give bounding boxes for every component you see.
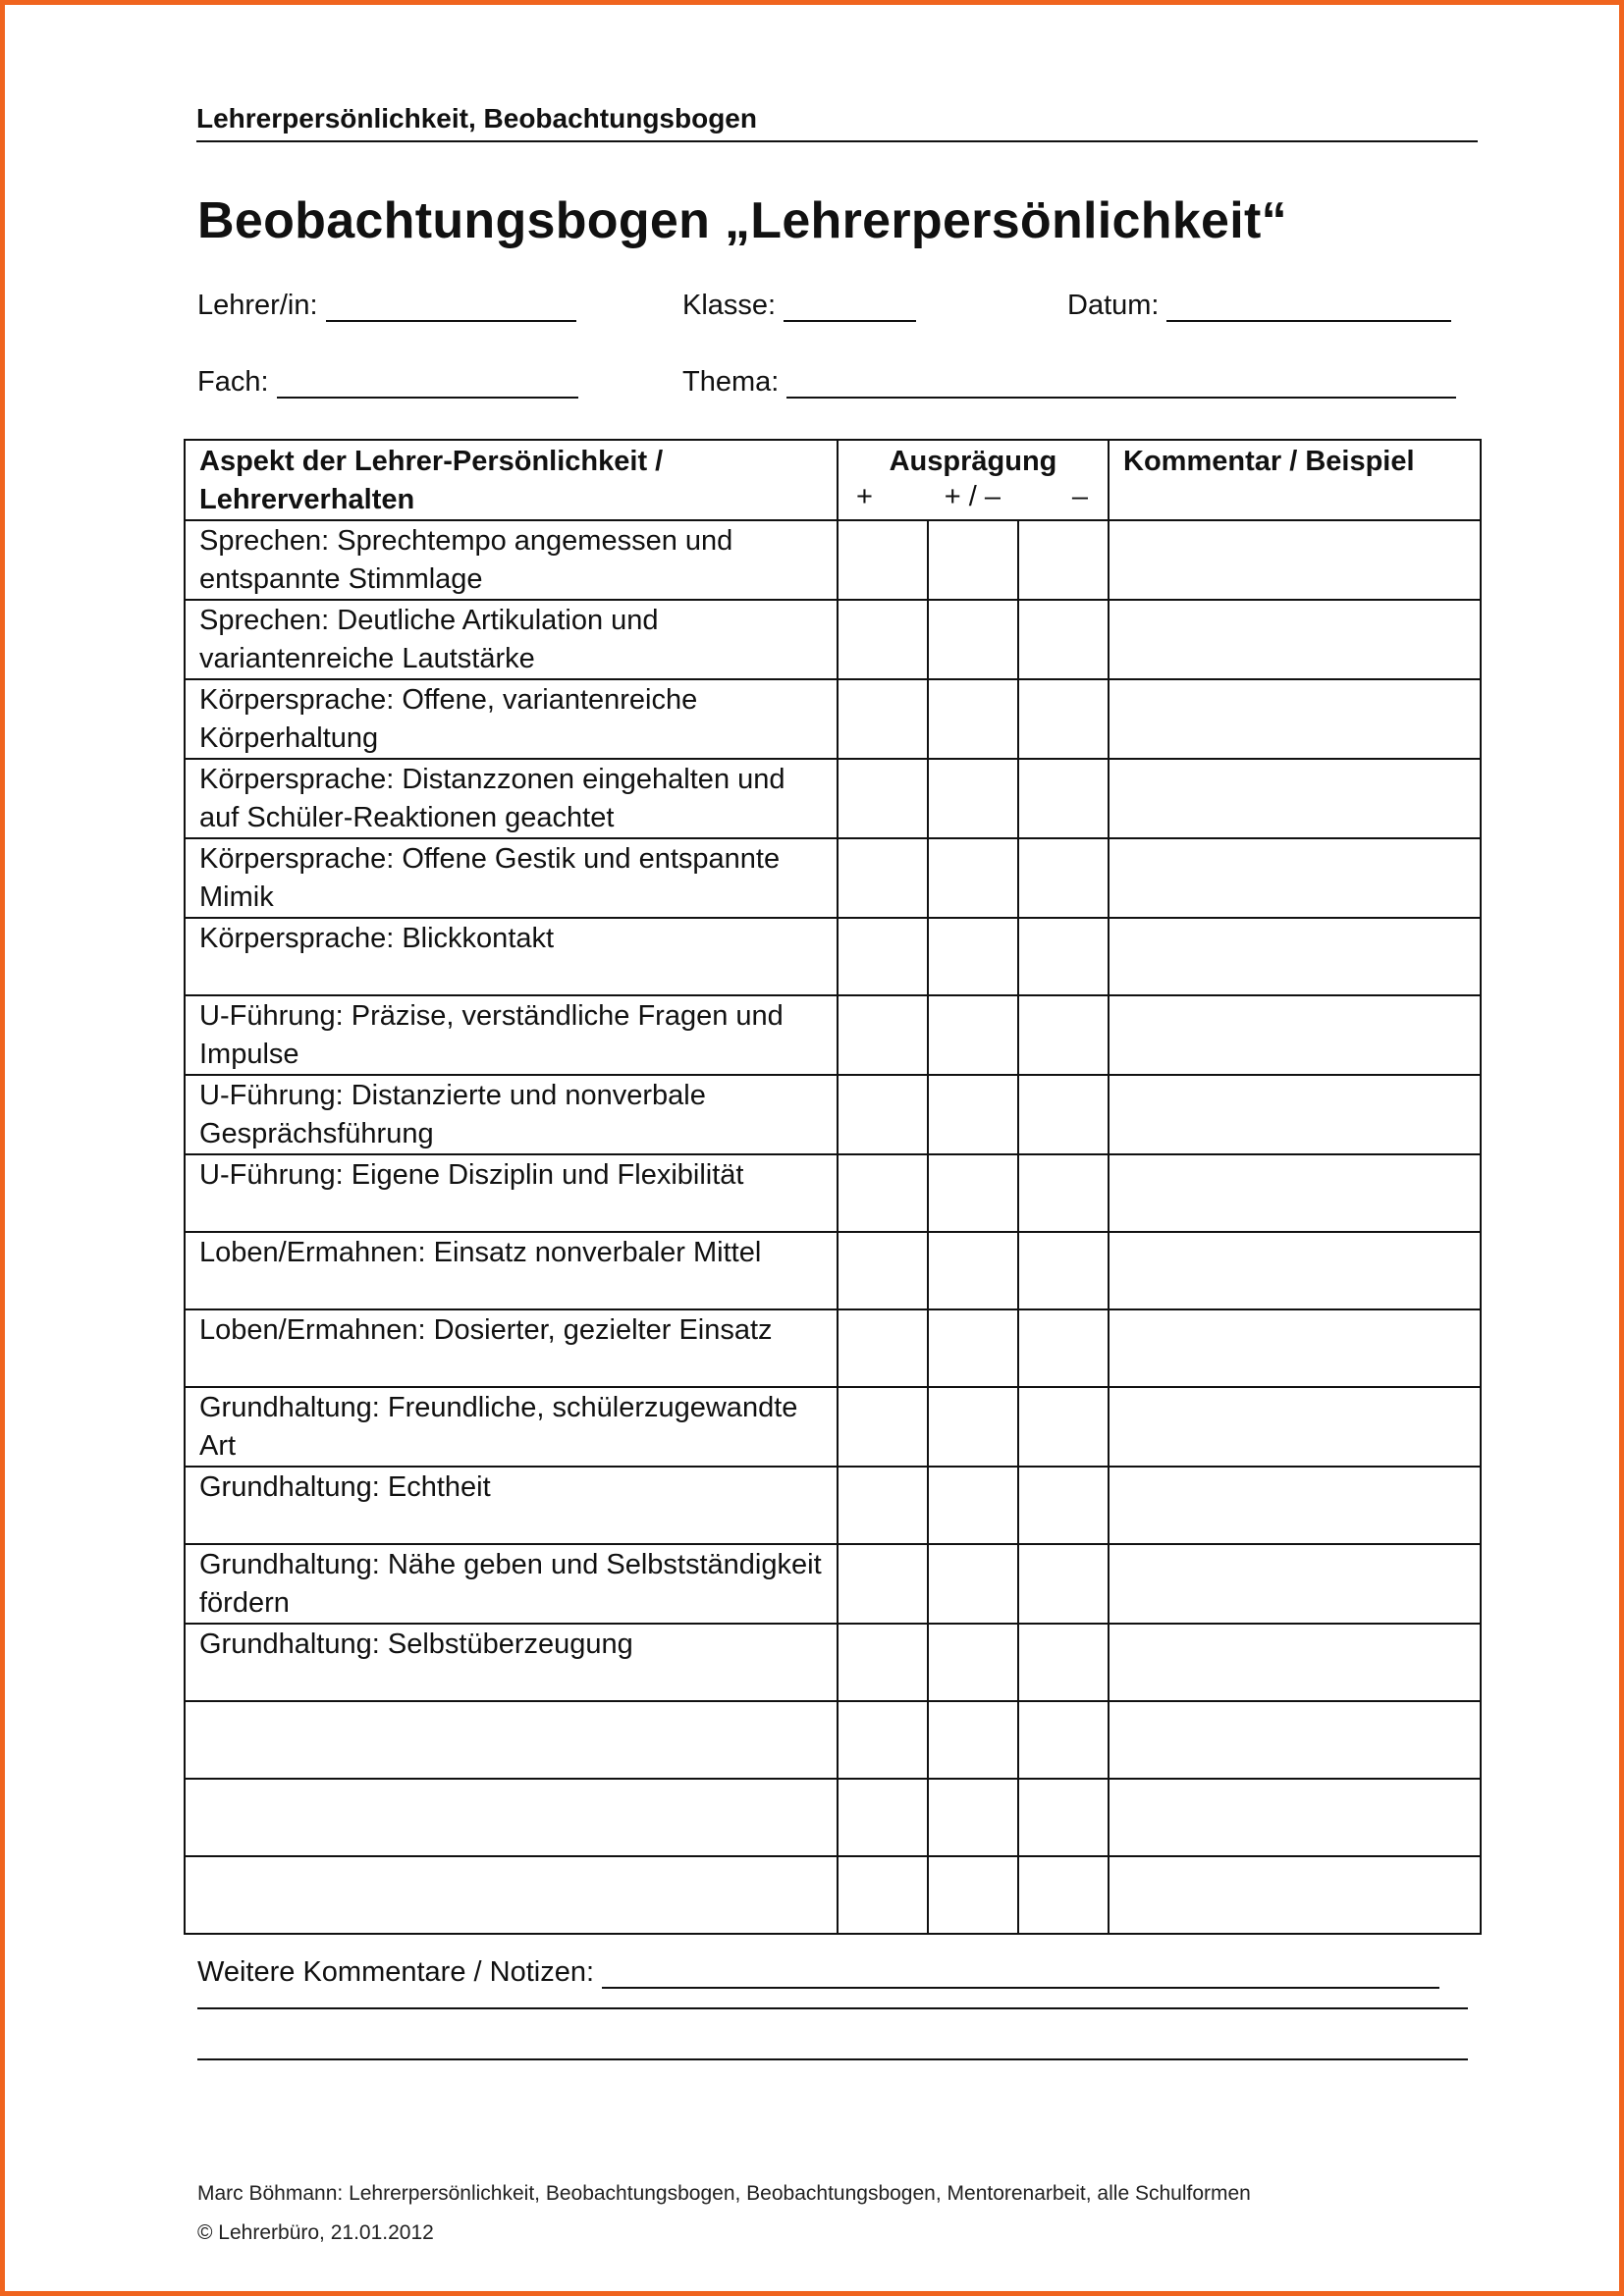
rating-plus-cell[interactable] xyxy=(838,1624,928,1701)
rating-neutral-cell[interactable] xyxy=(928,1232,1018,1309)
table-row xyxy=(185,918,1481,995)
observation-table xyxy=(184,439,1482,1935)
rating-plus-cell[interactable] xyxy=(838,679,928,759)
rating-neutral-cell[interactable] xyxy=(928,759,1018,838)
aspect-cell: Sprechen: Sprechtempo angemessen und entspannte Stimmlage xyxy=(185,520,838,600)
table-row xyxy=(185,838,1481,918)
rating-minus-cell[interactable] xyxy=(1018,1779,1109,1856)
rating-neutral-cell[interactable] xyxy=(928,1624,1018,1701)
table-row xyxy=(185,1075,1481,1154)
comment-cell[interactable] xyxy=(1109,1075,1481,1154)
rating-neutral-cell[interactable] xyxy=(928,1779,1018,1856)
table-row xyxy=(185,1467,1481,1544)
scale-neutral: + / – xyxy=(944,481,1001,512)
column-header-expression xyxy=(838,440,1109,520)
rating-plus-cell[interactable] xyxy=(838,1544,928,1624)
rating-neutral-cell[interactable] xyxy=(928,1309,1018,1387)
rating-neutral-cell[interactable] xyxy=(928,1075,1018,1154)
table-row xyxy=(185,995,1481,1075)
rating-plus-cell[interactable] xyxy=(838,1309,928,1387)
class-label: Klasse: xyxy=(682,290,777,321)
comment-cell[interactable] xyxy=(1109,918,1481,995)
scale-minus: – xyxy=(1071,481,1088,512)
rating-neutral-cell[interactable] xyxy=(928,918,1018,995)
rating-plus-cell[interactable] xyxy=(838,1232,928,1309)
subject-field[interactable] xyxy=(197,366,578,399)
scale-plus: + xyxy=(856,481,873,512)
table-row xyxy=(185,1544,1481,1624)
comment-cell[interactable] xyxy=(1109,1856,1481,1934)
rating-neutral-cell[interactable] xyxy=(928,838,1018,918)
comment-cell[interactable] xyxy=(1109,1779,1481,1856)
footer-copyright: © Lehrerbüro, 21.01.2012 xyxy=(197,2221,434,2244)
aspect-cell: U-Führung: Distanzierte und nonverbale Gesprächsführung xyxy=(185,1075,838,1154)
rating-minus-cell[interactable] xyxy=(1018,600,1109,679)
rating-neutral-cell[interactable] xyxy=(928,1467,1018,1544)
rating-plus-cell[interactable] xyxy=(838,1467,928,1544)
rating-neutral-cell[interactable] xyxy=(928,1701,1018,1779)
rating-minus-cell[interactable] xyxy=(1018,1544,1109,1624)
comment-cell[interactable] xyxy=(1109,1544,1481,1624)
aspect-cell: Körpersprache: Distanzzonen eingehalten und auf Schüler-Reaktionen geachtet xyxy=(185,759,838,838)
comment-cell[interactable] xyxy=(1109,1309,1481,1387)
rating-minus-cell[interactable] xyxy=(1018,918,1109,995)
aspect-cell xyxy=(185,1779,838,1856)
rating-minus-cell[interactable] xyxy=(1018,679,1109,759)
comment-cell[interactable] xyxy=(1109,1624,1481,1701)
aspect-cell xyxy=(185,1856,838,1934)
aspect-cell: Körpersprache: Offene Gestik und entspannte Mimik xyxy=(185,838,838,918)
notes-field[interactable] xyxy=(197,1956,1439,1989)
rating-neutral-cell[interactable] xyxy=(928,600,1018,679)
aspect-cell: Grundhaltung: Nähe geben und Selbstständigkeit fördern xyxy=(185,1544,838,1624)
notes-blank-line-2[interactable] xyxy=(197,2007,1468,2009)
table-row xyxy=(185,1309,1481,1387)
rating-minus-cell[interactable] xyxy=(1018,1701,1109,1779)
comment-cell[interactable] xyxy=(1109,520,1481,600)
table-row xyxy=(185,1856,1481,1934)
rating-minus-cell[interactable] xyxy=(1018,1232,1109,1309)
rating-plus-cell[interactable] xyxy=(838,759,928,838)
table-row xyxy=(185,679,1481,759)
comment-cell[interactable] xyxy=(1109,1467,1481,1544)
rating-minus-cell[interactable] xyxy=(1018,1624,1109,1701)
subject-blank-line[interactable] xyxy=(277,369,578,399)
aspect-cell: Grundhaltung: Selbstüberzeugung xyxy=(185,1624,838,1701)
rating-plus-cell[interactable] xyxy=(838,1075,928,1154)
expression-scale xyxy=(839,480,1108,513)
subject-label: Fach: xyxy=(197,366,269,398)
date-blank-line[interactable] xyxy=(1166,293,1451,322)
rating-plus-cell[interactable] xyxy=(838,1701,928,1779)
rating-minus-cell[interactable] xyxy=(1018,1075,1109,1154)
rating-plus-cell[interactable] xyxy=(838,995,928,1075)
rating-plus-cell[interactable] xyxy=(838,838,928,918)
rating-plus-cell[interactable] xyxy=(838,520,928,600)
aspect-cell: Loben/Ermahnen: Dosierter, gezielter Einsatz xyxy=(185,1309,838,1387)
rating-minus-cell[interactable] xyxy=(1018,1467,1109,1544)
column-header-aspect: Aspekt der Lehrer-Persönlichkeit / Lehrerverhalten xyxy=(185,440,838,520)
rating-plus-cell[interactable] xyxy=(838,918,928,995)
comment-cell[interactable] xyxy=(1109,1387,1481,1467)
aspect-cell: Grundhaltung: Echtheit xyxy=(185,1467,838,1544)
rating-neutral-cell[interactable] xyxy=(928,1387,1018,1467)
rating-neutral-cell[interactable] xyxy=(928,679,1018,759)
aspect-cell: Körpersprache: Blickkontakt xyxy=(185,918,838,995)
class-field[interactable] xyxy=(682,290,916,322)
teacher-blank-line[interactable] xyxy=(326,293,576,322)
rating-minus-cell[interactable] xyxy=(1018,1309,1109,1387)
rating-neutral-cell[interactable] xyxy=(928,1544,1018,1624)
rating-plus-cell[interactable] xyxy=(838,1856,928,1934)
comment-cell[interactable] xyxy=(1109,679,1481,759)
class-blank-line[interactable] xyxy=(784,293,916,322)
rating-plus-cell[interactable] xyxy=(838,1154,928,1232)
notes-blank-line-1[interactable] xyxy=(602,1957,1439,1989)
date-label: Datum: xyxy=(1067,290,1160,321)
date-field[interactable] xyxy=(1067,290,1451,322)
page-title: Beobachtungsbogen „Lehrerpersönlichkeit“ xyxy=(197,192,1287,249)
rating-minus-cell[interactable] xyxy=(1018,759,1109,838)
rating-minus-cell[interactable] xyxy=(1018,520,1109,600)
notes-label: Weitere Kommentare / Notizen: xyxy=(197,1956,595,1988)
notes-blank-line-3[interactable] xyxy=(197,2058,1468,2060)
comment-cell[interactable] xyxy=(1109,1701,1481,1779)
rating-minus-cell[interactable] xyxy=(1018,1856,1109,1934)
aspect-cell: Grundhaltung: Freundliche, schülerzugewandte Art xyxy=(185,1387,838,1467)
table-row xyxy=(185,520,1481,600)
rating-minus-cell[interactable] xyxy=(1018,1154,1109,1232)
table-row xyxy=(185,1779,1481,1856)
comment-cell[interactable] xyxy=(1109,1232,1481,1309)
aspect-cell: Loben/Ermahnen: Einsatz nonverbaler Mittel xyxy=(185,1232,838,1309)
comment-cell[interactable] xyxy=(1109,600,1481,679)
table-row xyxy=(185,1387,1481,1467)
table-row xyxy=(185,759,1481,838)
table-row xyxy=(185,1701,1481,1779)
topic-label: Thema: xyxy=(682,366,780,398)
rating-neutral-cell[interactable] xyxy=(928,1856,1018,1934)
rating-neutral-cell[interactable] xyxy=(928,1154,1018,1232)
table-row xyxy=(185,1232,1481,1309)
comment-cell[interactable] xyxy=(1109,1154,1481,1232)
table-row xyxy=(185,1624,1481,1701)
comment-cell[interactable] xyxy=(1109,838,1481,918)
rating-plus-cell[interactable] xyxy=(838,1779,928,1856)
table-row xyxy=(185,600,1481,679)
table-header-row xyxy=(185,440,1481,520)
rating-neutral-cell[interactable] xyxy=(928,520,1018,600)
rating-plus-cell[interactable] xyxy=(838,1387,928,1467)
rating-plus-cell[interactable] xyxy=(838,600,928,679)
rating-minus-cell[interactable] xyxy=(1018,838,1109,918)
column-header-comment: Kommentar / Beispiel xyxy=(1109,440,1481,520)
aspect-cell xyxy=(185,1701,838,1779)
topic-blank-line[interactable] xyxy=(786,369,1456,399)
running-header: Lehrerpersönlichkeit, Beobachtungsbogen xyxy=(196,103,1478,142)
rating-minus-cell[interactable] xyxy=(1018,1387,1109,1467)
teacher-field[interactable] xyxy=(197,290,576,322)
table-body xyxy=(185,520,1481,1934)
table-row xyxy=(185,1154,1481,1232)
topic-field[interactable] xyxy=(682,366,1456,399)
aspect-cell: U-Führung: Eigene Disziplin und Flexibilität xyxy=(185,1154,838,1232)
aspect-cell: Sprechen: Deutliche Artikulation und variantenreiche Lautstärke xyxy=(185,600,838,679)
teacher-label: Lehrer/in: xyxy=(197,290,318,321)
aspect-cell: U-Führung: Präzise, verständliche Fragen und Impulse xyxy=(185,995,838,1075)
expression-title: Ausprägung xyxy=(889,446,1057,477)
aspect-cell: Körpersprache: Offene, variantenreiche Körperhaltung xyxy=(185,679,838,759)
comment-cell[interactable] xyxy=(1109,995,1481,1075)
rating-neutral-cell[interactable] xyxy=(928,995,1018,1075)
comment-cell[interactable] xyxy=(1109,759,1481,838)
rating-minus-cell[interactable] xyxy=(1018,995,1109,1075)
footer-source: Marc Böhmann: Lehrerpersönlichkeit, Beobachtungsbogen, Beobachtungsbogen, Mentorenarbeit, alle Schulformen xyxy=(197,2182,1251,2205)
